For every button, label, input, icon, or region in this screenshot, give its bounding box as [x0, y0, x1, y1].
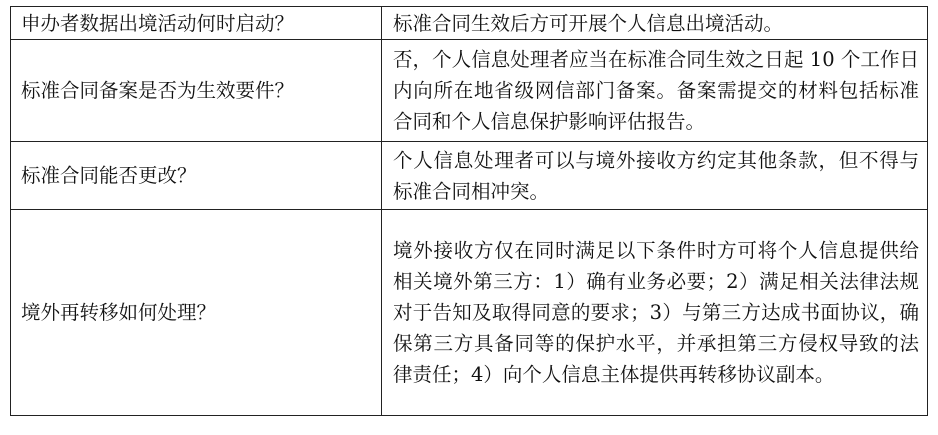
question-cell: 标准合同备案是否为生效要件？ — [11, 40, 382, 142]
table-row — [11, 40, 928, 142]
answer-cell: 个人信息处理者可以与境外接收方约定其他条款，但不得与标准合同相冲突。 — [382, 142, 928, 210]
answer-cell: 标准合同生效后方可开展个人信息出境活动。 — [382, 7, 928, 40]
table-row — [11, 7, 928, 40]
answer-cell: 否，个人信息处理者应当在标准合同生效之日起 10 个工作日内向所在地省级网信部门备案。备案需提交的材料包括标准合同和个人信息保护影响评估报告。 — [382, 40, 928, 142]
table-row — [11, 210, 928, 416]
question-cell: 申办者数据出境活动何时启动？ — [11, 7, 382, 40]
question-cell: 标准合同能否更改？ — [11, 142, 382, 210]
table-row — [11, 142, 928, 210]
answer-cell: 境外接收方仅在同时满足以下条件时方可将个人信息提供给相关境外第三方：1）确有业务必要；2）满足相关法律法规对于告知及取得同意的要求；3）与第三方达成书面协议，确保第三方具备同等的保护水平，并承担第三方侵权导致的法律责任；4）向个人信息主体提供再转移协议副本。 — [382, 210, 928, 416]
qa-table — [10, 6, 928, 416]
question-cell: 境外再转移如何处理？ — [11, 210, 382, 416]
